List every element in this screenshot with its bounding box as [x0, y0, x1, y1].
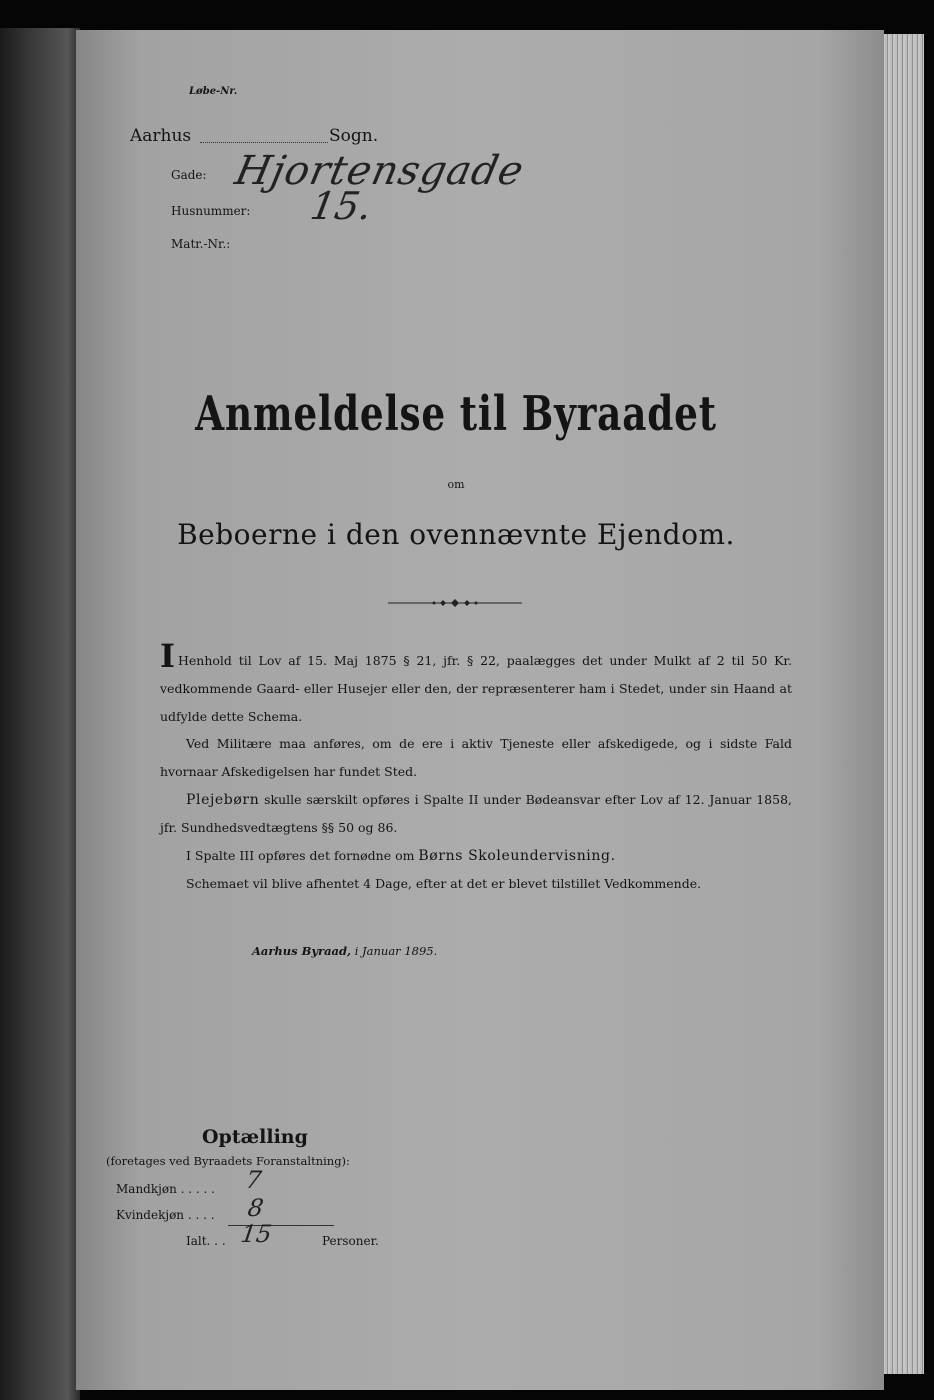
instruction-text-4: I Spalte III opføres det fornødne om: [186, 848, 419, 863]
ialt-value: 15: [239, 1220, 274, 1248]
instruction-paragraph-3: [160, 786, 792, 842]
document-subtitle: Beboerne i den ovennævnte Ejendom.: [177, 518, 735, 551]
instruction-text-1: Henhold til Lov af 15. Maj 1875 § 21, jfr. § 22, paalægges det under Mulkt af 2 til 50 Kr. vedkommende Gaard- eller Husejer eller den, der repræsenterer ham i Stedet, under sin Haand at udfylde dette Schema.: [160, 653, 792, 724]
skoleundervisning-emphasis: Børns Skoleundervisning.: [418, 848, 616, 864]
title-connector: om: [447, 478, 465, 491]
instruction-paragraph-2: Ved Militære maa anføres, om de ere i aktiv Tjeneste eller afskedigede, og i sidste Fald hvornaar Afskedigelsen har fundet Sted.: [160, 736, 792, 779]
gade-label: Gade:: [171, 168, 207, 182]
instruction-paragraph-4: [160, 842, 792, 870]
mandkjon-value: 7: [244, 1166, 264, 1194]
matr-nr-label: Matr.-Nr.:: [171, 237, 231, 251]
ialt-label: Ialt. . .: [186, 1234, 226, 1248]
husnummer-label: Husnummer:: [171, 204, 251, 218]
husnummer-handwritten-value: 15.: [307, 184, 376, 228]
gade-handwritten-value: Hjortensgade: [231, 148, 529, 194]
instruction-text-3: skulle særskilt opføres i Spalte II under Bødeansvar efter Lov af 12. Januar 1858, jfr. Sundhedsvedtægtens §§ 50 og 86.: [160, 792, 792, 835]
ornament-divider: [388, 597, 522, 609]
count-subtitle: (foretages ved Byraadets Foranstaltning):: [106, 1154, 350, 1168]
instruction-paragraph-5: Schemaet vil blive afhentet 4 Dage, efter at det er blevet tilstillet Vedkommende.: [186, 876, 702, 891]
count-title: Optælling: [202, 1126, 308, 1148]
kvindekjon-value: 8: [246, 1194, 266, 1222]
sogn-dotted-line: [200, 142, 328, 143]
city-label: Aarhus: [130, 126, 192, 146]
mandkjon-label: Mandkjøn . . . . .: [116, 1182, 215, 1196]
dropcap: I: [160, 637, 175, 675]
signature-date: i Januar 1895.: [351, 944, 438, 958]
personer-label: Personer.: [322, 1234, 379, 1248]
kvindekjon-label: Kvindekjøn . . . .: [116, 1208, 215, 1222]
document-page: [76, 30, 884, 1390]
left-facing-page: [0, 28, 80, 1400]
page-stack-edge: [880, 34, 924, 1374]
plejeborn-emphasis: Plejebørn: [186, 792, 260, 808]
document-title: Anmeldelse til Byraadet: [195, 386, 717, 442]
signature-line: [252, 944, 437, 958]
signature-org: Aarhus Byraad,: [252, 944, 352, 958]
instruction-paragraph-1: [160, 637, 792, 731]
loebe-nr-label: Løbe-Nr.: [189, 86, 238, 97]
sogn-label: Sogn.: [329, 126, 379, 146]
